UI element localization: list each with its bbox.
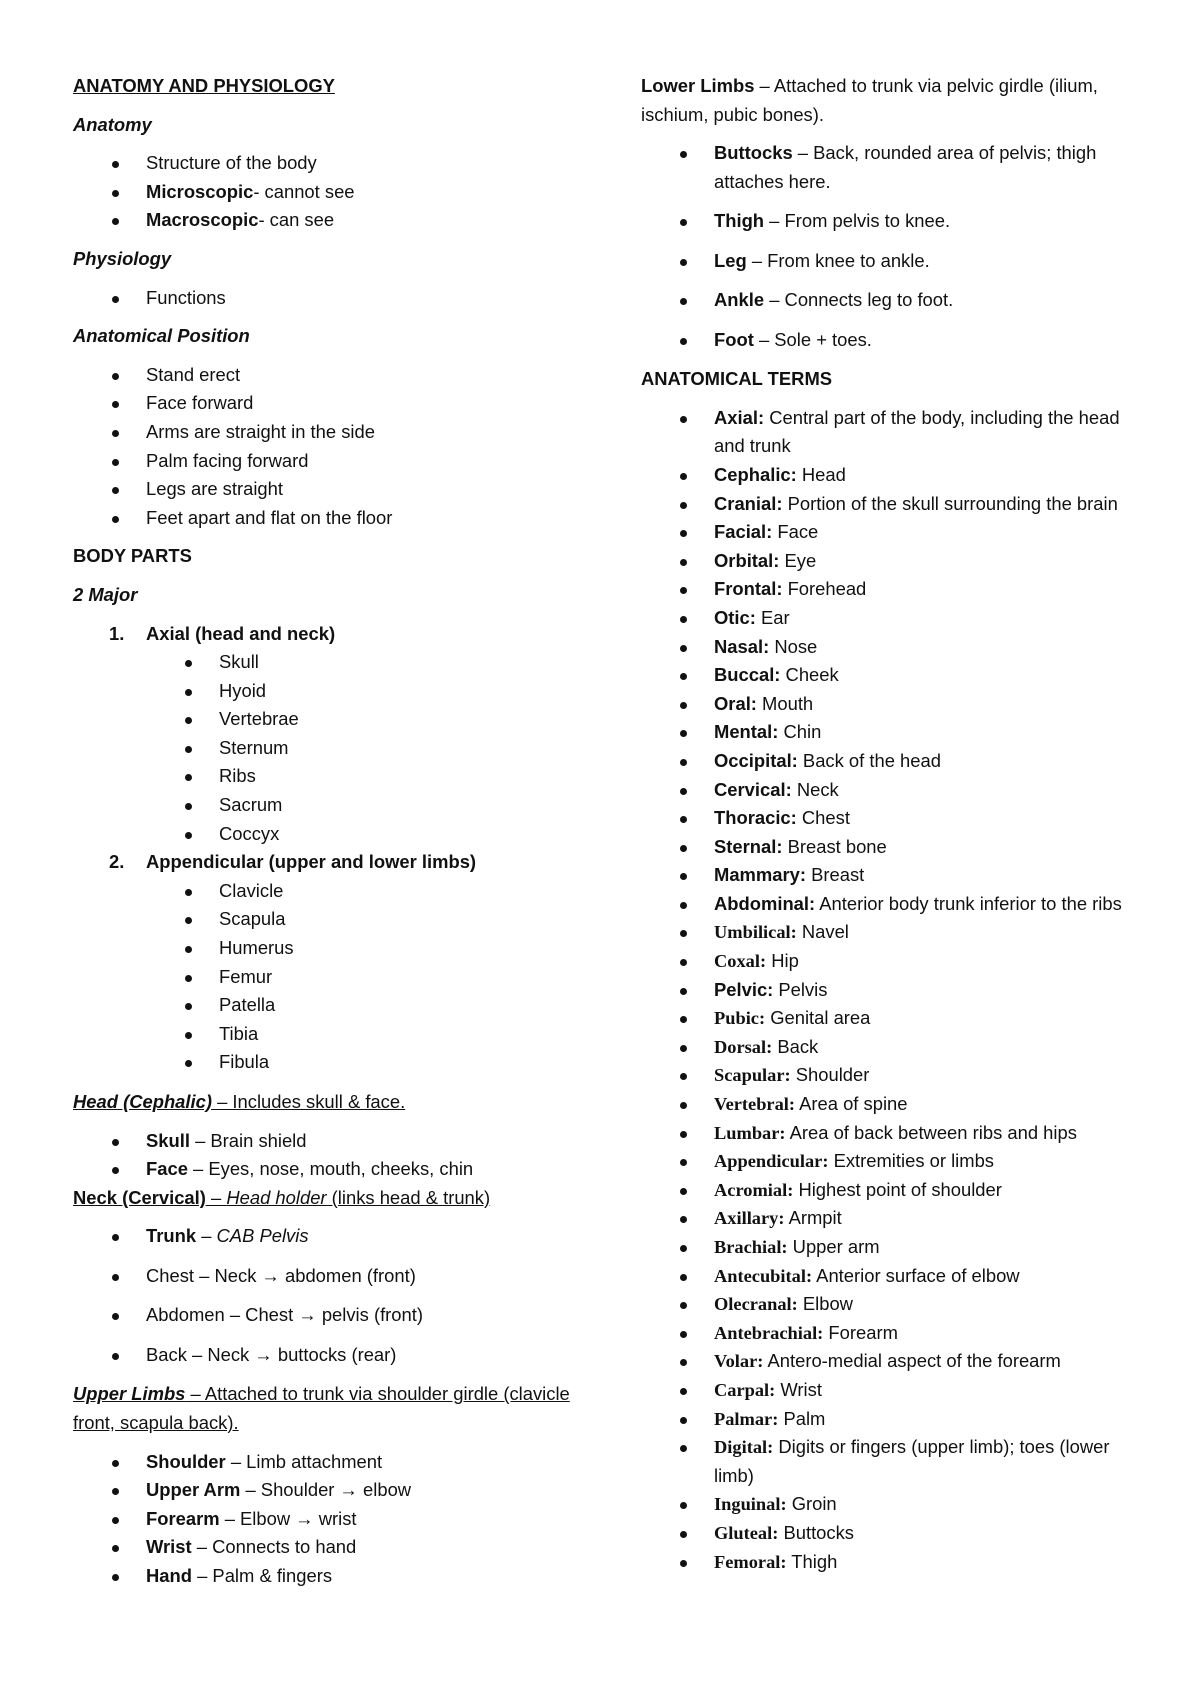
list-item: Macroscopic- can see <box>73 206 593 235</box>
term-item <box>641 947 1141 976</box>
term-definition: Forehead <box>782 578 867 600</box>
list-item: Abdomen – Chest → pelvis (front) <box>73 1301 593 1330</box>
term-item <box>641 1405 1141 1434</box>
term-item <box>641 1033 1141 1062</box>
list-item: Fibula <box>73 1048 593 1077</box>
list-item: Scapula <box>73 905 593 934</box>
list-item: Sternum <box>73 734 593 763</box>
body-parts-heading: BODY PARTS <box>73 545 192 567</box>
term-definition: Neck <box>791 778 839 800</box>
appendicular-item: 2. Appendicular (upper and lower limbs) <box>109 851 477 873</box>
term-definition: Navel <box>796 921 849 943</box>
left-column <box>73 72 593 1590</box>
anatomical-position-list <box>73 361 593 533</box>
term-definition: Central part of the body, including the head and trunk <box>714 406 1120 457</box>
term-label: Scapular: <box>714 1065 791 1086</box>
list-item: Sacrum <box>73 791 593 820</box>
list-item: Wrist – Connects to hand <box>73 1533 593 1562</box>
appendicular-sublist <box>73 877 593 1077</box>
major-heading: 2 Major <box>73 583 138 605</box>
term-label: Orbital: <box>714 549 780 571</box>
list-item: Ankle – Connects leg to foot. <box>641 286 1141 315</box>
list-item: Clavicle <box>73 877 593 906</box>
term-label: Acromial: <box>714 1179 794 1200</box>
term-label: Digital: <box>714 1437 774 1458</box>
term-definition: Area of spine <box>795 1093 908 1115</box>
term-item <box>641 1061 1141 1090</box>
term-definition: Eye <box>779 549 817 571</box>
term-label: Umbilical: <box>714 922 797 943</box>
term-label: Sternal: <box>714 835 783 857</box>
term-label: Pelvic: <box>714 978 774 1000</box>
term-item <box>641 1490 1141 1519</box>
term-item <box>641 575 1141 604</box>
list-item: Buttocks – Back, rounded area of pelvis; thigh attaches here. <box>641 139 1141 196</box>
term-item <box>641 1233 1141 1262</box>
list-item: Thigh – From pelvis to knee. <box>641 207 1141 236</box>
term-item <box>641 976 1141 1005</box>
term-label: Volar: <box>714 1351 764 1372</box>
term-label: Mental: <box>714 721 779 743</box>
term-label: Antecubital: <box>714 1265 813 1286</box>
term-definition: Hip <box>766 950 799 972</box>
list-item: Microscopic- cannot see <box>73 178 593 207</box>
term-definition: Highest point of shoulder <box>793 1178 1002 1200</box>
term-item <box>641 1119 1141 1148</box>
term-label: Axillary: <box>714 1208 785 1229</box>
anatomical-terms-heading: ANATOMICAL TERMS <box>641 368 833 390</box>
term-item <box>641 890 1141 919</box>
term-definition: Elbow <box>797 1293 853 1315</box>
term-label: Palmar: <box>714 1408 779 1429</box>
list-item: Trunk – CAB Pelvis <box>73 1222 593 1251</box>
term-label: Otic: <box>714 606 756 628</box>
term-item <box>641 918 1141 947</box>
list-item: Ribs <box>73 762 593 791</box>
term-definition: Palm <box>778 1407 826 1429</box>
list-item: Arms are straight in the side <box>73 418 593 447</box>
term-label: Frontal: <box>714 578 783 600</box>
right-column <box>641 72 1141 1576</box>
neck-list <box>73 1222 593 1369</box>
list-item: Humerus <box>73 934 593 963</box>
neck-heading: Neck (Cervical) – Head holder (links head & trunk) <box>73 1186 491 1208</box>
list-item: Legs are straight <box>73 475 593 504</box>
list-item: Tibia <box>73 1020 593 1049</box>
term-item <box>641 1347 1141 1376</box>
term-item <box>641 661 1141 690</box>
term-definition: Shoulder <box>790 1064 870 1086</box>
term-label: Inguinal: <box>714 1494 787 1515</box>
term-label: Brachial: <box>714 1237 788 1258</box>
lower-limbs-heading: Lower Limbs – Attached to trunk via pelvic girdle (ilium, ischium, pubic bones). <box>641 75 1098 125</box>
term-label: Antebrachial: <box>714 1322 824 1343</box>
term-item <box>641 633 1141 662</box>
head-heading: Head (Cephalic) – Includes skull & face. <box>73 1091 406 1112</box>
list-item: Shoulder – Limb attachment <box>73 1448 593 1477</box>
list-item: Leg – From knee to ankle. <box>641 247 1141 276</box>
term-label: Appendicular: <box>714 1151 829 1172</box>
list-item: Foot – Sole + toes. <box>641 326 1141 355</box>
list-item: Chest – Neck → abdomen (front) <box>73 1262 593 1291</box>
term-definition: Wrist <box>775 1378 822 1400</box>
term-label: Axial: <box>714 406 765 428</box>
list-item: Upper Arm – Shoulder → elbow <box>73 1476 593 1505</box>
term-label: Mammary: <box>714 864 806 886</box>
term-item <box>641 1433 1141 1490</box>
term-item <box>641 547 1141 576</box>
term-definition: Digits or fingers (upper limb); toes (lower limb) <box>714 1436 1110 1486</box>
term-item <box>641 833 1141 862</box>
term-definition: Armpit <box>784 1207 842 1229</box>
list-item: Forearm – Elbow → wrist <box>73 1505 593 1534</box>
term-item <box>641 718 1141 747</box>
term-label: Nasal: <box>714 635 770 657</box>
term-definition: Chin <box>778 721 822 743</box>
term-label: Cephalic: <box>714 463 797 485</box>
term-label: Cranial: <box>714 492 783 514</box>
term-label: Buccal: <box>714 664 781 686</box>
list-item: Stand erect <box>73 361 593 390</box>
term-label: Femoral: <box>714 1551 787 1572</box>
list-item: Palm facing forward <box>73 447 593 476</box>
list-item: Skull – Brain shield <box>73 1127 593 1156</box>
list-item: Hyoid <box>73 677 593 706</box>
list-item: Patella <box>73 991 593 1020</box>
term-item <box>641 1519 1141 1548</box>
term-label: Vertebral: <box>714 1094 796 1115</box>
list-item: Back – Neck → buttocks (rear) <box>73 1341 593 1370</box>
term-definition: Portion of the skull surrounding the brain <box>782 492 1118 514</box>
term-item <box>641 604 1141 633</box>
term-definition: Antero-medial aspect of the forearm <box>763 1350 1061 1372</box>
term-item <box>641 404 1141 461</box>
term-item <box>641 1290 1141 1319</box>
term-item <box>641 776 1141 805</box>
list-item: Coccyx <box>73 820 593 849</box>
list-item: Functions <box>73 284 593 313</box>
list-item: Skull <box>73 648 593 677</box>
upper-limbs-list <box>73 1448 593 1591</box>
term-definition: Nose <box>769 635 818 657</box>
term-item <box>641 690 1141 719</box>
term-item <box>641 490 1141 519</box>
term-item <box>641 518 1141 547</box>
term-item <box>641 1004 1141 1033</box>
lower-limbs-list <box>641 139 1141 354</box>
body-parts-list <box>73 620 593 1078</box>
term-definition: Head <box>796 463 846 485</box>
term-definition: Extremities or limbs <box>828 1150 994 1172</box>
term-definition: Upper arm <box>787 1236 880 1258</box>
term-definition: Pelvis <box>773 978 828 1000</box>
term-definition: Chest <box>796 807 850 829</box>
term-item <box>641 1548 1141 1577</box>
term-label: Coxal: <box>714 951 767 972</box>
term-item <box>641 1376 1141 1405</box>
term-definition: Buttocks <box>778 1521 854 1543</box>
term-definition: Ear <box>755 606 790 628</box>
term-item <box>641 1262 1141 1291</box>
term-label: Thoracic: <box>714 807 797 829</box>
term-item <box>641 804 1141 833</box>
term-label: Carpal: <box>714 1379 776 1400</box>
term-label: Cervical: <box>714 778 792 800</box>
term-item <box>641 1204 1141 1233</box>
term-label: Oral: <box>714 692 757 714</box>
term-definition: Face <box>772 521 819 543</box>
term-definition: Area of back between ribs and hips <box>785 1121 1077 1143</box>
term-item <box>641 861 1141 890</box>
term-definition: Groin <box>786 1493 837 1515</box>
document-title: ANATOMY AND PHYSIOLOGY <box>73 75 335 96</box>
term-definition: Back <box>772 1035 819 1057</box>
term-definition: Anterior surface of elbow <box>812 1264 1020 1286</box>
term-definition: Cheek <box>780 664 839 686</box>
upper-limbs-heading: Upper Limbs – Attached to trunk via shoulder girdle (clavicle front, scapula back). <box>73 1383 570 1433</box>
term-label: Olecranal: <box>714 1294 798 1315</box>
term-item <box>641 747 1141 776</box>
term-definition: Breast <box>806 864 865 886</box>
anatomical-terms-list <box>641 404 1141 1576</box>
term-definition: Genital area <box>765 1007 871 1029</box>
axial-sublist <box>73 648 593 848</box>
list-item: Feet apart and flat on the floor <box>73 504 593 533</box>
list-item: Hand – Palm & fingers <box>73 1562 593 1591</box>
term-item <box>641 1319 1141 1348</box>
term-label: Facial: <box>714 521 773 543</box>
term-definition: Back of the head <box>797 749 941 771</box>
term-definition: Forearm <box>823 1321 898 1343</box>
list-item: Vertebrae <box>73 705 593 734</box>
term-label: Lumbar: <box>714 1122 786 1143</box>
term-item <box>641 1176 1141 1205</box>
head-list <box>73 1127 593 1184</box>
anatomy-list <box>73 149 593 235</box>
list-item: Structure of the body <box>73 149 593 178</box>
term-definition: Thigh <box>786 1550 838 1572</box>
axial-item: 1. Axial (head and neck) <box>109 622 336 644</box>
term-label: Abdominal: <box>714 892 816 914</box>
physiology-heading: Physiology <box>73 247 172 269</box>
term-label: Pubic: <box>714 1008 766 1029</box>
term-definition: Breast bone <box>782 835 887 857</box>
list-item: Femur <box>73 963 593 992</box>
anatomy-heading: Anatomy <box>73 113 152 135</box>
term-label: Occipital: <box>714 749 798 771</box>
physiology-list <box>73 284 593 313</box>
list-item: Face forward <box>73 389 593 418</box>
anatomical-position-heading: Anatomical Position <box>73 325 250 347</box>
term-label: Dorsal: <box>714 1036 773 1057</box>
list-item: Face – Eyes, nose, mouth, cheeks, chin <box>73 1155 593 1184</box>
term-definition: Anterior body trunk inferior to the ribs <box>815 892 1122 914</box>
term-label: Gluteal: <box>714 1522 779 1543</box>
term-definition: Mouth <box>756 692 814 714</box>
term-item <box>641 1147 1141 1176</box>
term-item <box>641 1090 1141 1119</box>
term-item <box>641 461 1141 490</box>
